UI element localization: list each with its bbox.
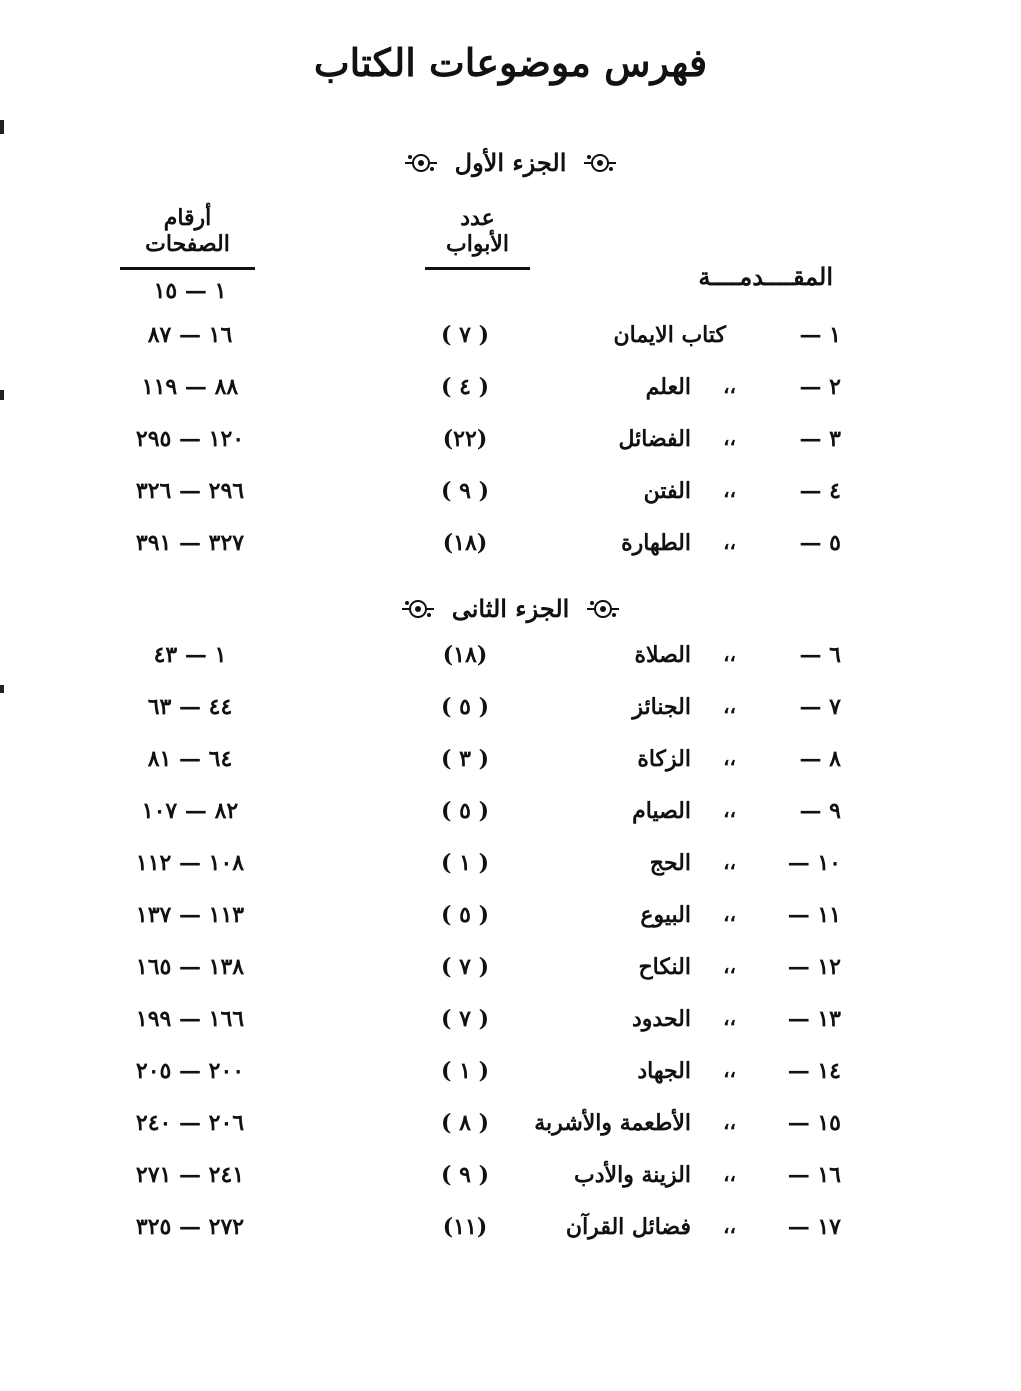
toc-row	[0, 1006, 1021, 1046]
entry-title: الجنائز	[632, 694, 691, 720]
page-range: ٢٩٦ — ٣٢٦	[135, 478, 245, 504]
entry-title: الحج	[649, 850, 691, 876]
entry-number: ١٢ —	[787, 954, 841, 980]
toc-row	[0, 478, 1021, 518]
chapter-count: ( ٧ )	[441, 1006, 489, 1032]
ditto-mark: ،،	[723, 1110, 736, 1134]
entry-number: ٥ —	[799, 530, 841, 556]
chapter-count: ( ٤ )	[441, 374, 489, 400]
page-range: ٢٤١ — ٢٧١	[135, 1162, 245, 1188]
entry-title: فضائل القرآن	[565, 1214, 691, 1240]
entry-title: الفتن	[643, 478, 691, 504]
toc-row	[0, 1110, 1021, 1150]
chapter-count: (٢٢)	[442, 426, 488, 452]
entry-number: ٦ —	[799, 642, 841, 668]
ditto-mark: ،،	[723, 1006, 736, 1030]
page-range: ١٢٠ — ٢٩٥	[135, 426, 245, 452]
ditto-mark: ،،	[723, 1058, 736, 1082]
chapter-count: ( ٥ )	[441, 798, 489, 824]
ditto-mark: ،،	[723, 798, 736, 822]
entry-number: ٢ —	[799, 374, 841, 400]
ditto-mark: ،،	[723, 1162, 736, 1186]
page-range: ١٠٨ — ١١٢	[135, 850, 245, 876]
chapter-count: ( ٧ )	[441, 954, 489, 980]
introduction-pages: ١ — ١٥	[153, 278, 227, 304]
chapter-count: ( ٨ )	[441, 1110, 489, 1136]
ditto-mark: ،،	[723, 426, 736, 450]
toc-row	[0, 746, 1021, 786]
page-range: ٣٢٧ — ٣٩١	[135, 530, 245, 556]
entry-title: البيوع	[640, 902, 691, 928]
toc-row	[0, 850, 1021, 890]
entry-number: ٤ —	[799, 478, 841, 504]
toc-row	[0, 694, 1021, 734]
page-range: ٢٧٢ — ٣٢٥	[135, 1214, 245, 1240]
toc-row	[0, 426, 1021, 466]
toc-row	[0, 1214, 1021, 1254]
toc-row	[0, 1162, 1021, 1202]
page-range: ١ — ٤٣	[153, 642, 227, 668]
ditto-mark: ،،	[723, 1214, 736, 1238]
chapter-count: (١٨)	[442, 642, 488, 668]
ditto-mark: ،،	[723, 374, 736, 398]
part-one-heading	[0, 148, 1021, 177]
page-range: ١٣٨ — ١٦٥	[135, 954, 245, 980]
page-range: ١٦ — ٨٧	[147, 322, 233, 348]
entry-number: ٩ —	[799, 798, 841, 824]
toc-row	[0, 902, 1021, 942]
chapter-count: ( ٩ )	[441, 1162, 489, 1188]
entry-title: الزينة والأدب	[574, 1162, 691, 1188]
chapter-count: ( ٩ )	[441, 478, 489, 504]
entry-title: الزكاة	[637, 746, 691, 772]
entry-title: الفضائل	[618, 426, 691, 452]
toc-row	[0, 1058, 1021, 1098]
page-range: ٢٠٠ — ٢٠٥	[135, 1058, 245, 1084]
chapter-count: ( ٣ )	[441, 746, 489, 772]
page-range: ٤٤ — ٦٣	[147, 694, 233, 720]
toc-row	[0, 322, 1021, 362]
chapter-count: ( ٧ )	[441, 322, 489, 348]
ornament-icon	[398, 596, 438, 622]
entry-number: ١٥ —	[787, 1110, 841, 1136]
toc-row	[0, 374, 1021, 414]
entry-number: ٧ —	[799, 694, 841, 720]
chapter-count: ( ٥ )	[441, 902, 489, 928]
ditto-mark: ،،	[723, 530, 736, 554]
chapter-count: ( ٥ )	[441, 694, 489, 720]
entry-title: الطهارة	[621, 530, 691, 556]
ditto-mark: ،،	[723, 746, 736, 770]
entry-title: الأطعمة والأشربة	[534, 1110, 691, 1136]
entry-number: ١ —	[799, 322, 841, 348]
chapter-count: (١٨)	[442, 530, 488, 556]
entry-number: ١١ —	[787, 902, 841, 928]
scan-mark	[0, 685, 4, 693]
part-two-heading	[0, 594, 1021, 623]
chapter-count: ( ١ )	[441, 850, 489, 876]
page-title: فهرس موضوعات الكتاب	[313, 40, 708, 85]
ornament-icon	[583, 596, 623, 622]
pages-column-header: أرقام الصفحات	[120, 205, 255, 270]
entry-number: ٨ —	[799, 746, 841, 772]
toc-row	[0, 530, 1021, 570]
toc-row	[0, 798, 1021, 838]
page-range: ٢٠٦ — ٢٤٠	[135, 1110, 245, 1136]
entry-title: الحدود	[632, 1006, 691, 1032]
ditto-mark: ،،	[723, 850, 736, 874]
part-two-label: الجزء الثانى	[451, 594, 570, 623]
entry-title: كتاب الايمان	[613, 322, 726, 348]
entry-title: النكاح	[638, 954, 691, 980]
ditto-mark: ،،	[723, 954, 736, 978]
page-range: ١٦٦ — ١٩٩	[135, 1006, 245, 1032]
ditto-mark: ،،	[723, 902, 736, 926]
entry-number: ٣ —	[799, 426, 841, 452]
chapter-count: ( ١ )	[441, 1058, 489, 1084]
entry-title: الصلاة	[634, 642, 691, 668]
scan-mark	[0, 120, 4, 134]
part-one-label: الجزء الأول	[454, 148, 567, 177]
ornament-icon	[580, 150, 620, 176]
entry-number: ١٧ —	[787, 1214, 841, 1240]
toc-row	[0, 954, 1021, 994]
entry-number: ١٤ —	[787, 1058, 841, 1084]
entry-number: ١٦ —	[787, 1162, 841, 1188]
toc-row	[0, 642, 1021, 682]
entry-number: ١٠ —	[787, 850, 841, 876]
entry-title: الصيام	[632, 798, 691, 824]
introduction-label: المقــــدمــــة	[698, 262, 833, 291]
ditto-mark: ،،	[723, 642, 736, 666]
ditto-mark: ،،	[723, 478, 736, 502]
page-range: ١١٣ — ١٣٧	[135, 902, 245, 928]
page-range: ٦٤ — ٨١	[147, 746, 233, 772]
entry-title: العلم	[645, 374, 691, 400]
ornament-icon	[401, 150, 441, 176]
entry-number: ١٣ —	[787, 1006, 841, 1032]
page-range: ٨٢ — ١٠٧	[141, 798, 239, 824]
ditto-mark: ،،	[723, 694, 736, 718]
page-range: ٨٨ — ١١٩	[141, 374, 239, 400]
chapter-count: (١١)	[442, 1214, 488, 1240]
entry-title: الجهاد	[637, 1058, 691, 1084]
chapters-column-header: عدد الأبواب	[425, 205, 530, 270]
